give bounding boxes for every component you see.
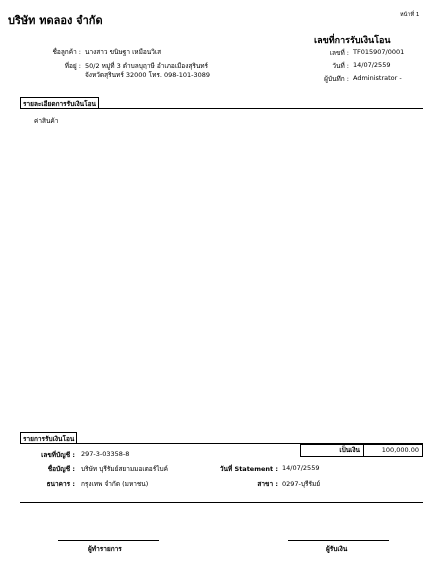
customer-name-label: ชื่อลูกค้า : [52,48,81,56]
signature-label-right: ผู้รับเงิน [326,545,348,553]
transfer-section-title: รายการรับเงินโอน [20,432,77,444]
customer-address-label: ที่อยู่ : [64,62,81,70]
amount-value: 100,000.00 [381,446,419,454]
amount-box [300,444,423,457]
branch-value: 0297-บุรีรัมย์ [282,480,321,488]
account-number-label: เลขที่บัญชี : [41,451,75,459]
bank-label: ธนาคาร : [46,480,75,488]
account-name-value: บริษัท บุรีรัมย์สยามมอเตอร์ไบค์ [81,465,168,473]
document-title: เลขที่การรับเงินโอน [314,36,391,46]
transfer-section-bottom-rule [20,502,423,503]
customer-address-line2: จังหวัดสุรินทร์ 32000 โทร. 098-101-3089 [85,71,211,79]
details-section-rule [20,108,423,109]
signature-line-left [58,540,159,541]
company-name: บริษัท ทดลอง จำกัด [8,14,103,27]
page-number: หน้าที่ 1 [400,12,420,18]
details-item: ค่าสินค้า [34,117,59,125]
signature-label-left: ผู้ทำรายการ [88,545,122,553]
doc-number-value: TF015907/0001 [353,48,405,56]
branch-label: สาขา : [257,480,278,488]
details-section-title: รายละเอียดการรับเงินโอน [20,97,99,109]
doc-recorder-label: ผู้บันทึก : [324,75,349,83]
bank-value: กรุงเทพ จำกัด (มหาชน) [81,480,149,488]
signature-line-right [288,540,389,541]
statement-date-label: วันที่ Statement : [219,465,278,473]
customer-name-value: นางสาว ขนิษฐา เหมือนวิเส [85,48,162,56]
doc-date-label: วันที่ : [332,62,349,70]
account-name-label: ชื่อบัญชี : [47,465,75,473]
doc-date-value: 14/07/2559 [353,61,391,69]
account-number-value: 297-3-03358-8 [81,450,130,458]
customer-address-line1: 50/2 หมู่ที่ 3 ตำบลบุฤาษี อำเภอเมืองสุรินทร์ [85,62,209,70]
doc-recorder-value: Administrator - [353,74,402,82]
doc-number-label: เลขที่ : [329,49,349,57]
amount-label: เป็นเงิน [301,445,364,456]
statement-date-value: 14/07/2559 [282,464,320,472]
